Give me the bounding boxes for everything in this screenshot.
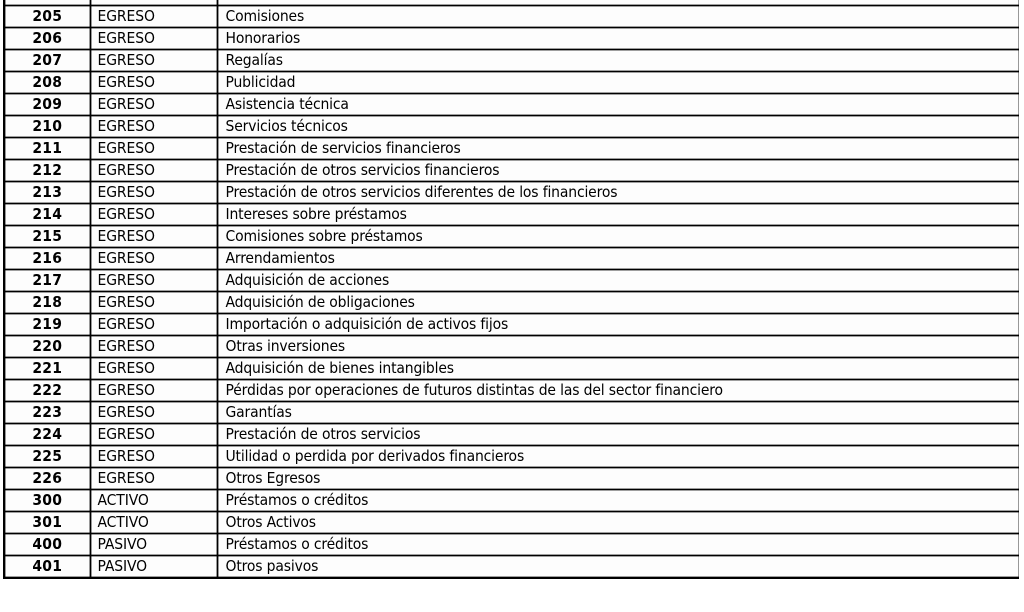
table-row bbox=[4, 94, 1019, 116]
table-row bbox=[4, 468, 1019, 490]
table-row bbox=[4, 292, 1019, 314]
cell-type: EGRESO bbox=[90, 380, 217, 402]
cell-code: 212 bbox=[4, 160, 90, 182]
cell-description: Utilidad o perdida por derivados financieros bbox=[217, 446, 1019, 468]
cell-code: 208 bbox=[4, 72, 90, 94]
table-row bbox=[4, 512, 1019, 534]
cell-code: 210 bbox=[4, 116, 90, 138]
cell-type: EGRESO bbox=[90, 270, 217, 292]
cell-type: EGRESO bbox=[90, 50, 217, 72]
cell-code: 226 bbox=[4, 468, 90, 490]
cell-type: ACTIVO bbox=[90, 490, 217, 512]
cell-code: 300 bbox=[4, 490, 90, 512]
cell-code: 218 bbox=[4, 292, 90, 314]
cell-code: 215 bbox=[4, 226, 90, 248]
table-row bbox=[4, 116, 1019, 138]
cell-type: EGRESO bbox=[90, 28, 217, 50]
table-row bbox=[4, 336, 1019, 358]
table-row bbox=[4, 248, 1019, 270]
cell-type: EGRESO bbox=[90, 116, 217, 138]
cell-type: EGRESO bbox=[90, 160, 217, 182]
cell-description: Préstamos o créditos bbox=[217, 490, 1019, 512]
table-row bbox=[4, 380, 1019, 402]
cell-code: 205 bbox=[4, 6, 90, 28]
table-row bbox=[4, 534, 1019, 556]
table-row bbox=[4, 50, 1019, 72]
cell-description: Otras inversiones bbox=[217, 336, 1019, 358]
cell-code: 214 bbox=[4, 204, 90, 226]
table-row bbox=[4, 556, 1019, 579]
page-bottom-margin bbox=[0, 605, 1024, 607]
cell-code: 401 bbox=[4, 556, 90, 579]
cell-code: 213 bbox=[4, 182, 90, 204]
cell-type: EGRESO bbox=[90, 94, 217, 116]
table-row bbox=[4, 6, 1019, 28]
cell-type: PASIVO bbox=[90, 534, 217, 556]
cell-code: 224 bbox=[4, 424, 90, 446]
cell-type: EGRESO bbox=[90, 468, 217, 490]
cell-description: Garantías bbox=[217, 402, 1019, 424]
cell-description: Otros Activos bbox=[217, 512, 1019, 534]
cell-type: EGRESO bbox=[90, 292, 217, 314]
cell-type: EGRESO bbox=[90, 138, 217, 160]
cell-type: EGRESO bbox=[90, 358, 217, 380]
cell-type: EGRESO bbox=[90, 336, 217, 358]
cell-type: EGRESO bbox=[90, 204, 217, 226]
cell-description: Arrendamientos bbox=[217, 248, 1019, 270]
cell-type: EGRESO bbox=[90, 72, 217, 94]
cell-description: Honorarios bbox=[217, 28, 1019, 50]
cell-description: Préstamos o créditos bbox=[217, 534, 1019, 556]
cell-code: 206 bbox=[4, 28, 90, 50]
cell-description: Intereses sobre préstamos bbox=[217, 204, 1019, 226]
cell-description: Prestación de otros servicios financieros bbox=[217, 160, 1019, 182]
cell-type: EGRESO bbox=[90, 314, 217, 336]
cell-description: Adquisición de bienes intangibles bbox=[217, 358, 1019, 380]
cell-code: 207 bbox=[4, 50, 90, 72]
table-row bbox=[4, 424, 1019, 446]
cell-code: 223 bbox=[4, 402, 90, 424]
cell-code: 220 bbox=[4, 336, 90, 358]
cell-description: Otros pasivos bbox=[217, 556, 1019, 579]
table-body bbox=[4, 0, 1019, 578]
cell-type: EGRESO bbox=[90, 226, 217, 248]
cell-description: Importación o adquisición de activos fijos bbox=[217, 314, 1019, 336]
cell-description: Adquisición de acciones bbox=[217, 270, 1019, 292]
cell-description: Regalías bbox=[217, 50, 1019, 72]
table-row bbox=[4, 358, 1019, 380]
cell-code: 219 bbox=[4, 314, 90, 336]
cell-description: Pérdidas por operaciones de futuros distintas de las del sector financiero bbox=[217, 380, 1019, 402]
cell-code: 217 bbox=[4, 270, 90, 292]
table-row bbox=[4, 72, 1019, 94]
cell-description: Otros Egresos bbox=[217, 468, 1019, 490]
cell-description: Servicios técnicos bbox=[217, 116, 1019, 138]
cell-type: ACTIVO bbox=[90, 512, 217, 534]
table-row bbox=[4, 138, 1019, 160]
table-row bbox=[4, 490, 1019, 512]
cell-description: Prestación de otros servicios diferentes de los financieros bbox=[217, 182, 1019, 204]
cell-code: 221 bbox=[4, 358, 90, 380]
table-row bbox=[4, 182, 1019, 204]
table-row bbox=[4, 402, 1019, 424]
cell-code: 209 bbox=[4, 94, 90, 116]
cell-description: Prestación de servicios financieros bbox=[217, 138, 1019, 160]
cell-description: Comisiones sobre préstamos bbox=[217, 226, 1019, 248]
cell-code: 225 bbox=[4, 446, 90, 468]
cell-description: Adquisición de obligaciones bbox=[217, 292, 1019, 314]
cell-type: EGRESO bbox=[90, 402, 217, 424]
table-row bbox=[4, 160, 1019, 182]
concept-code-table bbox=[3, 0, 1019, 579]
table-row bbox=[4, 270, 1019, 292]
cell-type: PASIVO bbox=[90, 556, 217, 579]
cell-description: Asistencia técnica bbox=[217, 94, 1019, 116]
cell-description: Prestación de otros servicios bbox=[217, 424, 1019, 446]
cell-code: 301 bbox=[4, 512, 90, 534]
cell-type: EGRESO bbox=[90, 248, 217, 270]
table-row bbox=[4, 204, 1019, 226]
cell-type: EGRESO bbox=[90, 424, 217, 446]
table-row bbox=[4, 314, 1019, 336]
cell-code: 400 bbox=[4, 534, 90, 556]
cell-type: EGRESO bbox=[90, 182, 217, 204]
cell-type: EGRESO bbox=[90, 6, 217, 28]
table-row bbox=[4, 226, 1019, 248]
cell-code: 216 bbox=[4, 248, 90, 270]
cell-type: EGRESO bbox=[90, 446, 217, 468]
table-viewport bbox=[3, 0, 1019, 612]
cell-description: Publicidad bbox=[217, 72, 1019, 94]
table-row bbox=[4, 28, 1019, 50]
cell-code: 222 bbox=[4, 380, 90, 402]
cell-code: 211 bbox=[4, 138, 90, 160]
table-row bbox=[4, 446, 1019, 468]
cell-description: Comisiones bbox=[217, 6, 1019, 28]
